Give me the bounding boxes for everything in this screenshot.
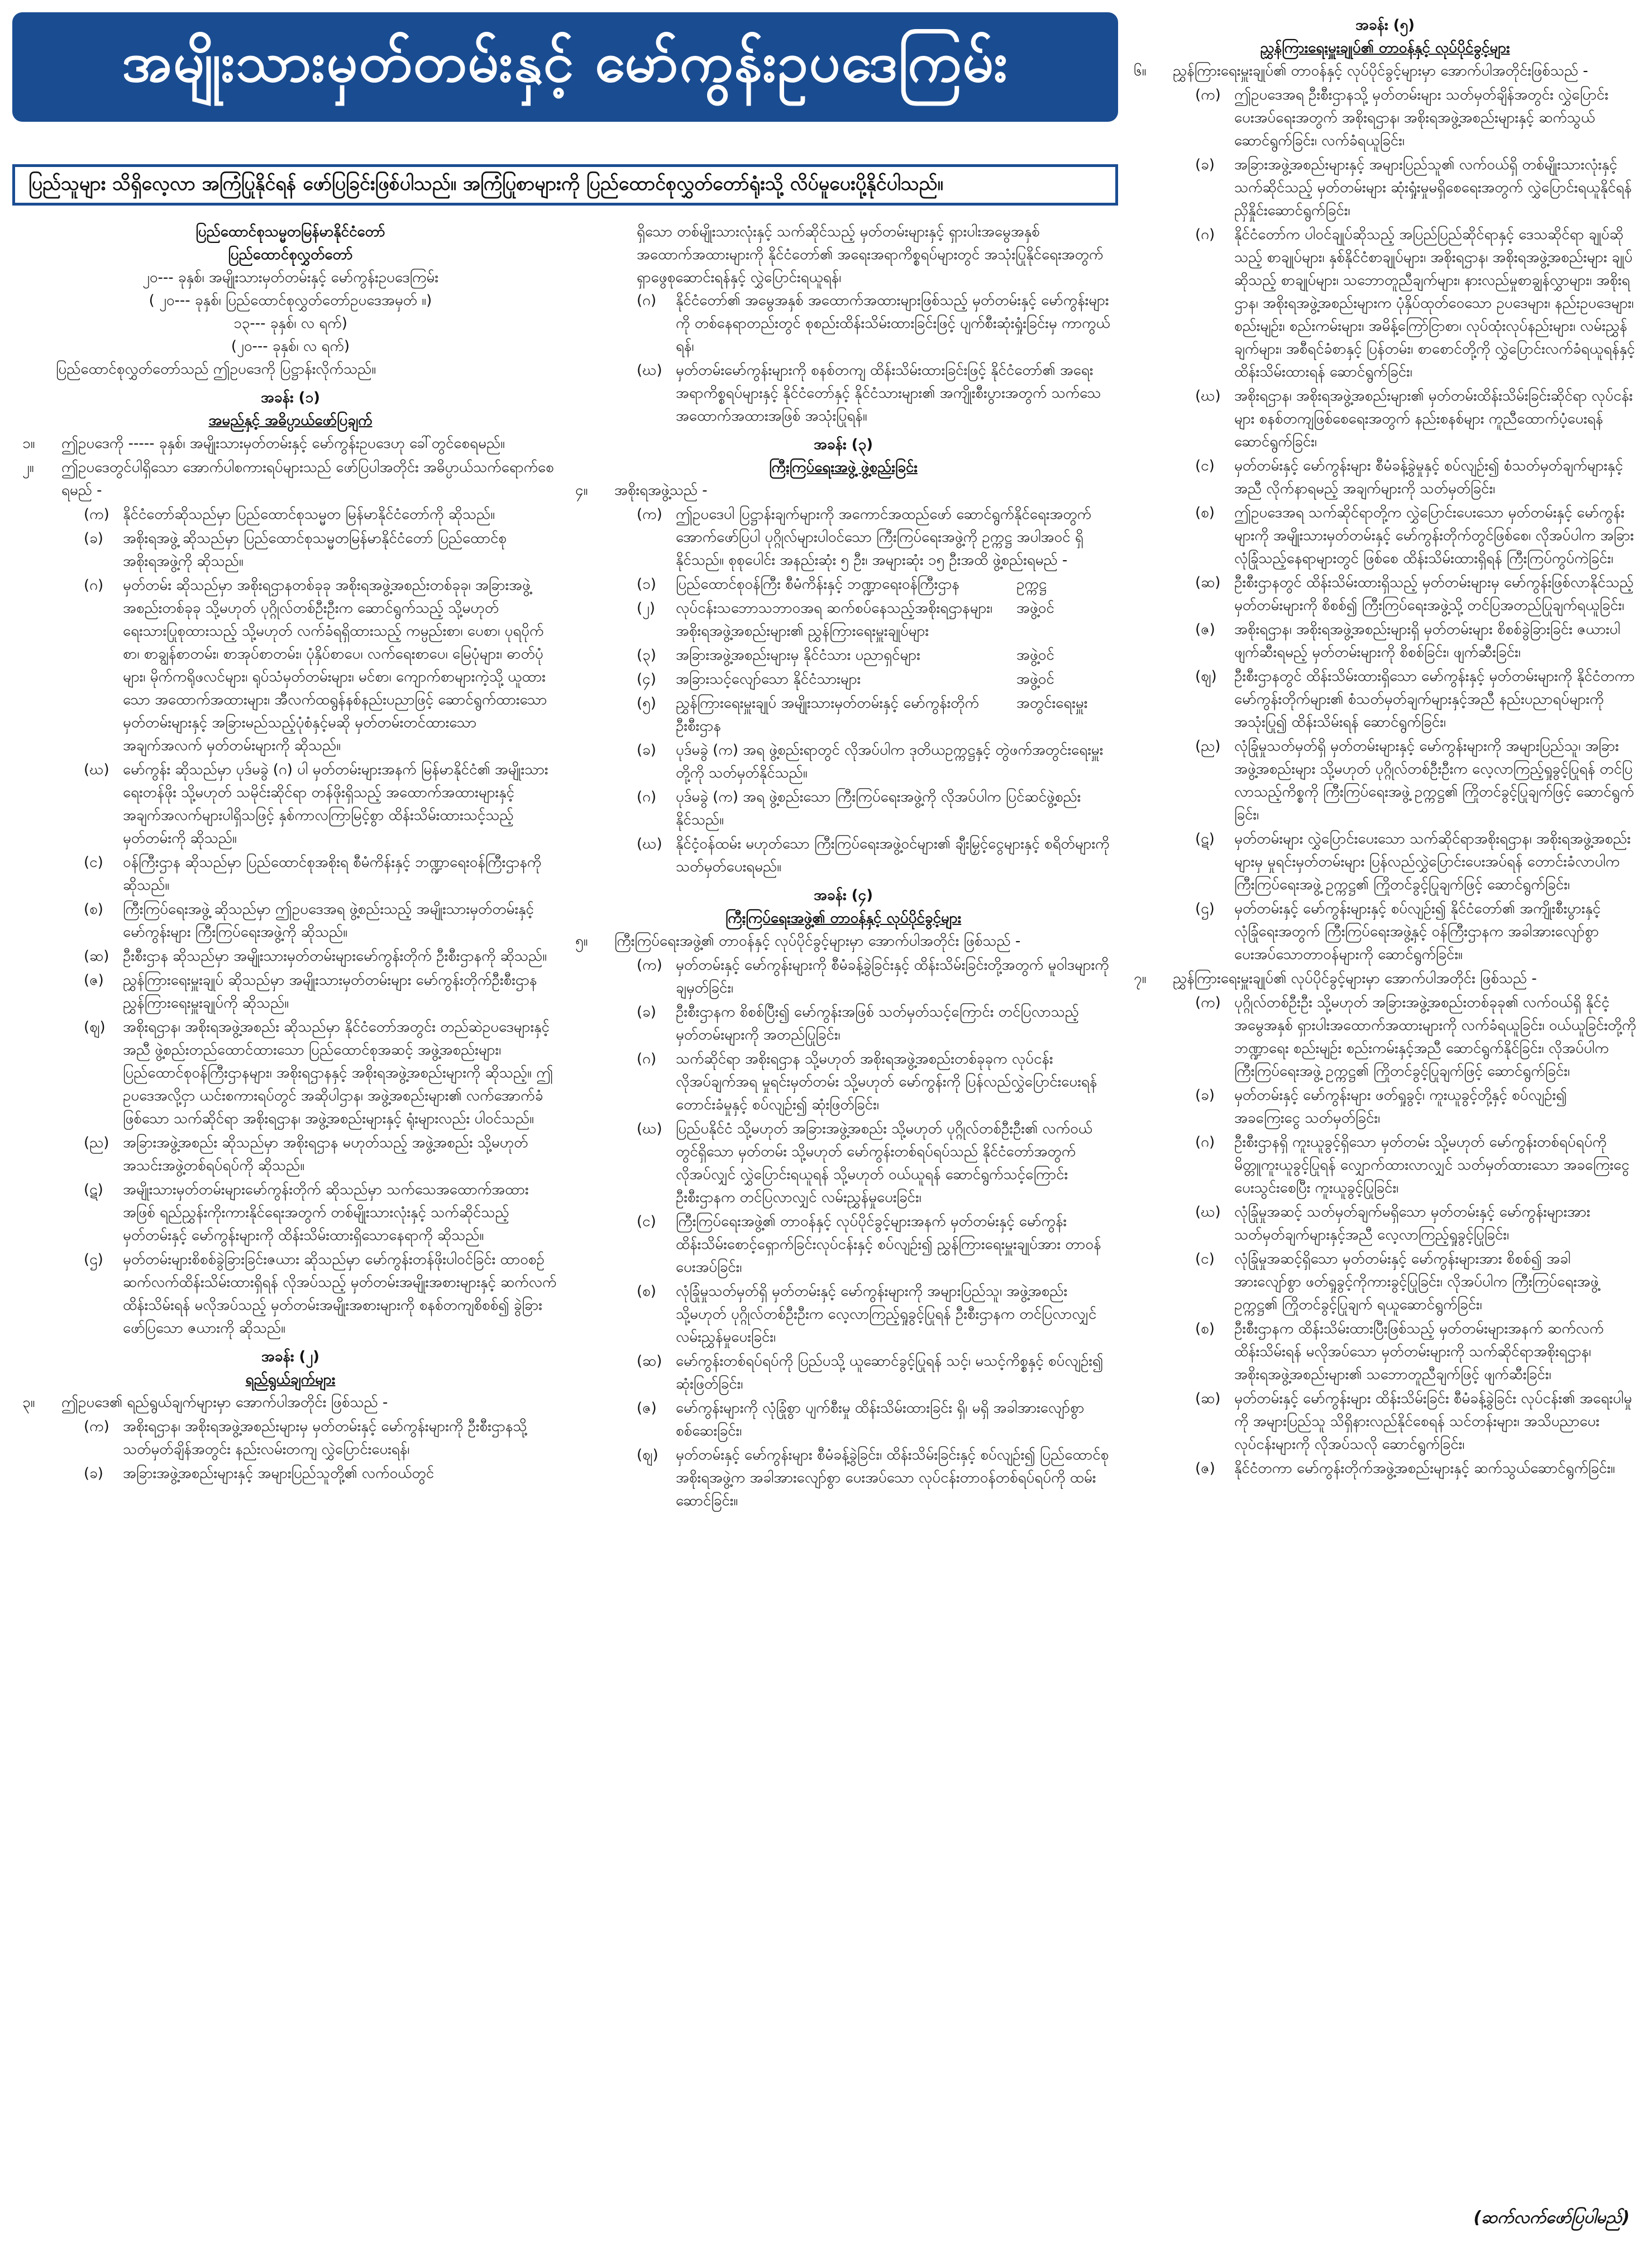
item-text: မော်ကွန်းတစ်ရပ်ရပ်ကို ပြည်ပသို့ ယူဆောင်ခွင့်ပြုရန် သင့်၊ မသင့်ကိစ္စနှင့် စပ်လျဉ်း၍ ဆုံးဖြတ်ခြင်း၊: [676, 1353, 1104, 1392]
list-item: [22, 1179, 558, 1247]
section-number: ၂။: [22, 459, 34, 476]
item-number: (ဃ): [84, 761, 109, 778]
list-item: [22, 574, 558, 757]
member-role: အတွင်းရေးမှူး: [1016, 695, 1088, 712]
item-number: (ည): [1195, 738, 1221, 755]
item-text: ပုဒ်မခွဲ (က) အရ ဖွဲ့စည်းသော ကြီးကြပ်ရေးအဖွဲ့ကို လိုအပ်ပါက ပြင်ဆင်ဖွဲ့စည်းနိုင်သည်။: [676, 789, 1081, 828]
item-number: (ဇ): [1195, 1460, 1215, 1477]
section-number: ၄။: [575, 482, 588, 499]
item-number: (ဆ): [1195, 1390, 1221, 1407]
list-item: [575, 692, 1111, 738]
item-text: မှတ်တမ်းမော်ကွန်းများကို စနစ်တကျ ထိန်းသိမ်းထားခြင်းဖြင့် နိုင်ငံတော်၏ အရေးအရာကိစ္စရပ်များနှင့် နိုင်ငံတော်နှင့် နိုင်ငံသားများ၏ အကျိုးစီးပွားအတွက် သက်သေအထောက်အထားအဖြစ် အသုံးပြုရန်။: [676, 362, 1101, 424]
item-text: ဦးစီးဌာနက စိစစ်ပြီး၍ မော်ကွန်းအဖြစ် သတ်မှတ်သင့်ကြောင်း တင်ပြလာသည့် မှတ်တမ်းများကို အတည်ပြုခြင်း၊: [676, 1004, 1079, 1043]
item-text: အခြားအဖွဲ့အစည်းများနှင့် အများပြည်သူတို့၏ လက်ဝယ်တွင်: [123, 1465, 435, 1482]
item-text: လုံခြုံမှုသတ်မှတ်ရှိ မှတ်တမ်းများနှင့် မော်ကွန်းများကို အများပြည်သူ၊ အခြားအဖွဲ့အစည်းများ သို့မဟုတ် ပုဂ္ဂိုလ်တစ်ဦးဦးက လေ့လာကြည့်ရှုခွင့်ပြုရန် တင်ပြလာသည့်ကိစ္စကို ကြီးကြပ်ရေးအဖွဲ့ ဥက္ကဋ္ဌ၏ ကြိုတင်ခွင့်ပြုချက်ဖြင့် ဆောင်ရွက်ခြင်း၊: [1234, 738, 1634, 823]
item-number: (ဂ): [1195, 1134, 1215, 1151]
item-text: နိုင်ငံ့ဝန်ထမ်း မဟုတ်သော ကြီးကြပ်ရေးအဖွဲ့ဝင်များ၏ ချီးမြှင့်ငွေများနှင့် စရိတ်များကို သတ်မှတ်ပေးရမည်။: [676, 836, 1110, 875]
item-text: မှတ်တမ်းနှင့် မော်ကွန်းများ စီမံခန့်ခွဲခြင်း၊ ထိန်းသိမ်းခြင်းနှင့် စပ်လျဉ်း၍ ပြည်ထောင်စုအစိုးရအဖွဲ့က အခါအားလျော်စွာ ပေးအပ်သော လုပ်ငန်းတာဝန်တစ်ရပ်ရပ်ကို ထမ်းဆောင်ခြင်း။: [676, 1447, 1109, 1509]
item-number: (င): [84, 854, 103, 871]
item-number: (စ): [1195, 1320, 1215, 1337]
director-powers-list: [1134, 991, 1636, 1480]
item-text: အမျိုးသားမှတ်တမ်းများမော်ကွန်းတိုက် ဆိုသည်မှာ သက်သေအထောက်အထားအဖြစ် ရည်ညွှန်းကိုးကားနိုင်ရေးအတွက် တစ်မျိုးသားလုံးနှင့် သက်ဆိုင်သည့် မှတ်တမ်းနှင့် မော်ကွန်းများကို ထိန်းသိမ်းထားရှိသောနေရာကို ဆိုသည်။: [123, 1181, 529, 1244]
committee-members-list: [575, 573, 1111, 738]
section-text: ညွှန်ကြားရေးမှူးချုပ်၏ တာဝန်နှင့် လုပ်ပိုင်ခွင့်များမှာ အောက်ပါအတိုင်းဖြစ်သည် -: [1173, 63, 1588, 79]
item-text: မှတ်တမ်းများစိစစ်ခွဲခြားခြင်းဇယား ဆိုသည်မှာ မော်ကွန်းတန်ဖိုးပါဝင်ခြင်း ထာဝစဉ် ဆက်လက်ထိန်းသိမ်းထားရှိရန် လိုအပ်သည့် မှတ်တမ်းအမျိုးအစားများနှင့် ဆက်လက်ထိန်းသိမ်းရန် မလိုအပ်သည့် မှတ်တမ်းအမျိုးအစားများကို စနစ်တကျစိစစ်၍ ခွဲခြားဖော်ပြသော ဇယားကို ဆိုသည်။: [123, 1251, 557, 1337]
list-item: [22, 527, 558, 573]
item-number: (ဂ): [1195, 226, 1215, 243]
list-item: [1134, 1084, 1636, 1130]
item-number: (ဃ): [1195, 388, 1221, 404]
section-text: ဤဥပဒေ၏ ရည်ရွယ်ချက်များမှာ အောက်ပါအတိုင်း ဖြစ်သည် -: [61, 1394, 388, 1411]
list-item: [575, 1048, 1111, 1117]
column-2: [575, 221, 1111, 1514]
item-number: (၅): [637, 695, 656, 712]
item-text: ဦးစီးဌာနရှိ ကူးယူခွင့်ရှိသော မှတ်တမ်း သို့မဟုတ် မော်ကွန်းတစ်ရပ်ရပ်ကို မိတ္တူကူးယူခွင့်ပြုရန် လျှောက်ထားလာလျှင် သတ်မှတ်ထားသော အခကြေးငွေ ပေးသွင်းစေပြီး ကူးယူခွင့်ပြုခြင်း၊: [1234, 1134, 1630, 1196]
item-text: အစိုးရဌာန၊ အစိုးရအဖွဲ့အစည်းများ၏ မှတ်တမ်းထိန်းသိမ်းခြင်းဆိုင်ရာ လုပ်ငန်းများ စနစ်တကျဖြစ်စေရေးအတွက် နည်းစနစ်များ ကူညီထောက်ပံ့ပေးရန် ဆောင်ရွက်ခြင်း၊: [1234, 388, 1633, 450]
preamble-line-6: (၂၀--- ခုနှစ်၊ လ ရက်): [231, 338, 350, 355]
list-item: [22, 1132, 558, 1177]
item-text: ပြည်ထောင်စုဝန်ကြီး စီမံကိန်းနှင့် ဘဏ္ဍာရေးဝန်ကြီးဌာန: [676, 576, 959, 593]
member-role: ဥက္ကဋ္ဌ: [1016, 576, 1047, 593]
definitions-list: [22, 503, 558, 1340]
list-item: [575, 1350, 1111, 1396]
chapter-4-title: အခန်း (၄): [814, 887, 873, 904]
notice-text: ပြည်သူများ သိရှိလေ့လာ အကြံပြုနိုင်ရန် ဖော်ပြခြင်းဖြစ်ပါသည်။ အကြံပြုစာများကို ပြည်ထောင်စုလွှတ်တော်ရုံးသို့ လိပ်မူပေးပို့နိုင်ပါသည်။: [28, 172, 943, 195]
list-item: [575, 1280, 1111, 1349]
preamble-line-7: ပြည်ထောင်စုလွှတ်တော်သည် ဤဥပဒေကို ပြဋ္ဌာန်းလိုက်သည်။: [56, 361, 376, 378]
section-number: ၃။: [22, 1394, 35, 1411]
list-item: [1134, 618, 1636, 664]
item-text: နိုင်ငံတော်ဆိုသည်မှာ ပြည်ထောင်စုသမ္မတ မြန်မာနိုင်ငံတော်ကို ဆိုသည်။: [123, 506, 495, 523]
item-text: အခြားအဖွဲ့အစည်းများမှ နိုင်ငံသား ပညာရှင်များ: [676, 647, 920, 664]
section-text: ညွှန်ကြားရေးမှူးချုပ်၏ လုပ်ပိုင်ခွင့်များမှာ အောက်ပါအတိုင်း ဖြစ်သည် -: [1173, 970, 1537, 987]
list-item: [1134, 1201, 1636, 1247]
objective-continued: ရှိသော တစ်မျိုးသားလုံးနှင့် သက်ဆိုင်သည့် မှတ်တမ်းများနှင့် ရှားပါးအမွေအနှစ် အထောက်အထားများကို နိုင်ငံတော်၏ အရေးအရာကိစ္စရပ်များတွင် အသုံးပြုနိုင်ရေးအတွက် ရှာဖွေစုဆောင်းရန်နှင့် လွှဲပြောင်းရယူရန်၊: [637, 223, 1104, 286]
chapter-5-subtitle: ညွှန်ကြားရေးမှူးချုပ်၏ တာဝန်နှင့် လုပ်ပိုင်ခွင့်များ: [1260, 40, 1510, 56]
list-item: [22, 1248, 558, 1340]
item-text: ပုဂ္ဂိုလ်တစ်ဦးဦး သို့မဟုတ် အခြားအဖွဲ့အစည်းတစ်ခုခု၏ လက်ဝယ်ရှိ နိုင်ငံ့အမွေအနှစ် ရှားပါးအထောက်အထားများကို လက်ခံရယူခြင်း၊ ဝယ်ယူခြင်းတို့ကို ဘဏ္ဍာရေး စည်းမျဉ်း စည်းကမ်းနှင့်အညီ ဆောင်ရွက်နိုင်ခြင်း၊ လိုအပ်ပါက ကြီးကြပ်ရေးအဖွဲ့ ဥက္ကဋ္ဌ၏ ကြိုတင်ခွင့်ပြုချက်ဖြင့် ဆောင်ရွက်ခြင်း၊: [1234, 994, 1636, 1080]
item-text: ဤဥပဒေအရ ဦးစီးဌာနသို့ မှတ်တမ်းများ သတ်မှတ်ချိန်အတွင်း လွှဲပြောင်းပေးအပ်ရေးအတွက် အစိုးရဌာန၊ အစိုးရအဖွဲ့အစည်းများနှင့် ဆက်သွယ်ဆောင်ရွက်ခြင်း၊ လက်ခံရယူခြင်း၊: [1234, 87, 1608, 149]
item-number: (ဈ): [637, 1447, 658, 1463]
item-number: (ဈ): [84, 1019, 106, 1036]
item-number: (ဋ): [84, 1181, 103, 1198]
list-item: [575, 833, 1111, 879]
chapter-1-title: အခန်း (၁): [261, 389, 320, 406]
list-item: [575, 1118, 1111, 1209]
item-number: (ခ): [84, 530, 103, 547]
list-item: [1134, 571, 1636, 617]
item-number: (ဃ): [637, 1120, 662, 1137]
list-item: [1134, 1457, 1636, 1480]
preamble-line-5: ၁၃--- ခုနှစ်၊ လ ရက်): [233, 315, 347, 332]
item-text: အစိုးရဌာန၊ အစိုးရအဖွဲ့အစည်းများရှိ မှတ်တမ်းများ စိစစ်ခွဲခြားခြင်း ဇယားပါ ဖျက်ဆီးရမည့် မှတ်တမ်းများကို စိစစ်ခြင်း၊ ဖျက်ဆီးခြင်း၊: [1234, 621, 1621, 661]
list-item: [575, 1001, 1111, 1047]
item-text: အစိုးရဌာန၊ အစိုးရအဖွဲ့အစည်းများမှ မှတ်တမ်းနှင့် မော်ကွန်းများကို ဦးစီးဌာနသို့ သတ်မှတ်ချိန်အတွင်း နည်းလမ်းတကျ လွှဲပြောင်းပေးရန်၊: [123, 1418, 527, 1458]
item-text: ဤဥပဒေအရ သက်ဆိုင်ရာတို့က လွှဲပြောင်းပေးသော မှတ်တမ်းနှင့် မော်ကွန်းများကို အမျိုးသားမှတ်တမ်းနှင့် မော်ကွန်းတိုက်တွင်ဖြစ်စေ၊ လိုအပ်ပါက အခြားလုံခြုံသည့်နေရာများတွင် ဖြစ်စေ ထိန်းသိမ်းထားရှိရန် ကြီးကြပ်ကွပ်ကဲခြင်း၊: [1234, 504, 1634, 567]
section-number: ၆။: [1134, 63, 1147, 79]
chapter-4-subtitle: ကြီးကြပ်ရေးအဖွဲ့၏ တာဝန်နှင့် လုပ်ပိုင်ခွင့်များ: [725, 910, 962, 927]
section-text: ဤဥပဒေတွင်ပါရှိသော အောက်ပါစကားရပ်များသည် ဖော်ပြပါအတိုင်း အဓိပ္ပာယ်သက်ရောက်စေရမည် -: [61, 459, 554, 499]
item-number: (င): [1195, 457, 1215, 474]
item-text: မော်ကွန်းများကို လုံခြုံစွာ ပျက်စီးမှု ထိန်းသိမ်းထားခြင်း ရှိ၊ မရှိ အခါအားလျော်စွာ စစ်ဆေးခြင်း၊: [676, 1400, 1085, 1439]
list-item: [575, 786, 1111, 832]
member-role: အဖွဲ့ဝင်: [1016, 647, 1054, 664]
item-text: ညွှန်ကြားရေးမှူးချုပ် ဆိုသည်မှာ အမျိုးသားမှတ်တမ်းများ မော်ကွန်းတိုက်ဦးစီးဌာန ညွှန်ကြားရေးမှူးချုပ်ကို ဆိုသည်။: [123, 972, 537, 1012]
column-1: [22, 221, 558, 1486]
item-text: ဤဥပဒေပါ ပြဋ္ဌာန်းချက်များကို အကောင်အထည်ဖော် ဆောင်ရွက်နိုင်ရေးအတွက် အောက်ဖော်ပြပါ ပုဂ္ဂိုလ်များပါဝင်သော ကြီးကြပ်ရေးအဖွဲ့ကို ဥက္ကဋ္ဌ အပါအဝင် ရှိနိုင်သည်။ စုစုပေါင်း အနည်းဆုံး ၅ ဦး၊ အများဆုံး ၁၅ ဦးအထိ ဖွဲ့စည်းရမည် -: [676, 506, 1092, 569]
headline-title: အမျိုးသားမှတ်တမ်းနှင့် မော်ကွန်းဥပဒေကြမ်း: [121, 30, 1009, 94]
list-item: [1134, 385, 1636, 454]
section-text: အစိုးရအဖွဲ့သည် -: [614, 482, 708, 499]
item-text: ညွှန်ကြားရေးမှူးချုပ် အမျိုးသားမှတ်တမ်းနှင့် မော်ကွန်းတိုက်ဦးစီးဌာန: [676, 695, 979, 734]
list-item: [1134, 1318, 1636, 1386]
committee-duties-list: [575, 954, 1111, 1513]
chapter-5-title: အခန်း (၅): [1355, 17, 1415, 34]
item-number: (ဆ): [637, 1353, 662, 1370]
chapter-2-title: အခန်း (၂): [261, 1348, 320, 1365]
item-text: မှတ်တမ်းနှင့် မော်ကွန်းများကို စီမံခန့်ခွဲခြင်းနှင့် ထိန်းသိမ်းခြင်းတို့အတွက် မူဝါဒများကို ချမှတ်ခြင်း၊: [676, 957, 1109, 996]
chapter-3-title: အခန်း (၃): [814, 436, 873, 453]
column-3: [1134, 14, 1636, 1481]
item-number: (က): [1195, 994, 1221, 1011]
item-text: နိုင်ငံတော်က ပါဝင်ချုပ်ဆိုသည့် အပြည်ပြည်ဆိုင်ရာနှင့် ဒေသဆိုင်ရာ ချုပ်ဆိုသည့် စာချုပ်များ၊ နှစ်နိုင်ငံစာချုပ်များ၊ အစိုးရဌာန၊ အစိုးရအဖွဲ့အစည်းများ ချုပ်ဆိုသည့် စာချုပ်များ၊ သဘောတူညီချက်များ၊ နားလည်မှုစာချွန်လွှာများ၊ အစိုးရဌာန၊ အစိုးရအဖွဲ့အစည်းများက ပုံနှိပ်ထုတ်ဝေသော ဥပဒေများ၊ နည်းဥပဒေများ၊ စည်းမျဉ်း၊ စည်းကမ်းများ၊ အမိန့်ကြော်ငြာစာ၊ လုပ်ထုံးလုပ်နည်းများ၊ လမ်းညွှန်ချက်များ၊ အစီရင်ခံစာနှင့် ပြန်တမ်း၊ စာစောင်တို့ကို လွှဲပြောင်းလက်ခံရယူရန်နှင့် ထိန်းသိမ်းထားရန် ဆောင်ရွက်ခြင်း၊: [1234, 226, 1635, 380]
item-number: (ဌ): [1195, 900, 1215, 917]
item-number: (ဇ): [637, 1400, 657, 1416]
item-number: (ဃ): [1195, 1204, 1221, 1220]
item-number: (င): [637, 1213, 656, 1230]
item-number: (ဌ): [84, 1251, 103, 1268]
list-item: [575, 1397, 1111, 1443]
member-role: အဖွဲ့ဝင်: [1016, 600, 1054, 617]
section-text: ဤဥပဒေကို ----- ခုနှစ်၊ အမျိုးသားမှတ်တမ်းနှင့် မော်ကွန်းဥပဒေဟု ခေါ်တွင်စေရမည်။: [61, 435, 505, 452]
item-text: အခြားအဖွဲ့အစည်း ဆိုသည်မှာ အစိုးရဌာန မဟုတ်သည့် အဖွဲ့အစည်း သို့မဟုတ် အသင်းအဖွဲ့တစ်ရပ်ရပ်ကို ဆိုသည်။: [123, 1134, 528, 1174]
item-number: (၄): [637, 671, 656, 688]
item-text: မှတ်တမ်းနှင့် မော်ကွန်းများနှင့် စပ်လျဉ်း၍ နိုင်ငံတော်၏ အကျိုးစီးပွားနှင့် လုံခြုံရေးအတွက် ကြီးကြပ်ရေးအဖွဲ့နှင့် ဝန်ကြီးဌာနက အခါအားလျော်စွာ ပေးအပ်သောတာဝန်များကို ဆောင်ရွက်ခြင်း။: [1234, 900, 1601, 963]
item-text: ကြီးကြပ်ရေးအဖွဲ့၏ တာဝန်နှင့် လုပ်ပိုင်ခွင့်များအနက် မှတ်တမ်းနှင့် မော်ကွန်း ထိန်းသိမ်းစောင့်ရှောက်ခြင်းလုပ်ငန်းနှင့် စပ်လျဉ်း၍ ညွှန်ကြားရေးမှူးချုပ်အား တာဝန်ပေးအပ်ခြင်း၊: [676, 1213, 1101, 1276]
item-number: (ဂ): [637, 292, 657, 309]
list-item: [22, 1462, 558, 1485]
item-number: (စ): [1195, 504, 1215, 521]
item-text: သက်ဆိုင်ရာ အစိုးရဌာန သို့မဟုတ် အစိုးရအဖွဲ့အစည်းတစ်ခုခုက လုပ်ငန်းလိုအပ်ချက်အရ မှုရင်းမှတ်တမ်း သို့မဟုတ် မော်ကွန်းကို ပြန်လည်လွှဲပြောင်းပေးရန် တောင်းခံမှုနှင့် စပ်လျဉ်း၍ ဆုံးဖြတ်ခြင်း၊: [676, 1051, 1097, 1113]
chapter-3-subtitle: ကြီးကြပ်ရေးအဖွဲ့ ဖွဲ့စည်းခြင်း: [769, 459, 918, 476]
section-4-a: [575, 503, 1111, 572]
item-number: (က): [84, 1418, 109, 1435]
item-text: နိုင်ငံတော်၏ အမွေအနှစ် အထောက်အထားများဖြစ်သည့် မှတ်တမ်းနှင့် မော်ကွန်းများကို တစ်နေရာတည်းတွင် စုစည်းထိန်းသိမ်းထားခြင်းဖြင့် ပျက်စီးဆုံးရှုံးခြင်းမှ ကာကွယ်ရန်၊: [676, 292, 1110, 355]
item-number: (ဃ): [637, 362, 662, 379]
list-item: [1134, 502, 1636, 570]
list-item: [575, 739, 1111, 785]
section-number: ၁။: [22, 435, 35, 452]
item-number: (ဈ): [1195, 668, 1217, 685]
preamble-line-4: ( ၂၀--- ခုနှစ်၊ ပြည်ထောင်စုလွှတ်တော်ဥပဒေအမှတ် ။): [149, 292, 432, 309]
item-number: (ဆ): [84, 948, 109, 965]
list-item: [1134, 223, 1636, 384]
item-number: (ခ): [1195, 156, 1215, 173]
item-number: (စ): [637, 1283, 656, 1300]
list-item: [22, 969, 558, 1015]
item-number: (၂): [637, 600, 656, 617]
member-role: အဖွဲ့ဝင်: [1016, 671, 1054, 688]
list-item: [575, 359, 1111, 428]
item-text: လုံခြုံမှုအဆင့်ရှိသော မှတ်တမ်းနှင့် မော်ကွန်းများအား စိစစ်၍ အခါအားလျော်စွာ ဖတ်ရှုခွင့်ကိုကားခွင့်ပြုခြင်း၊ လိုအပ်ပါက ကြီးကြပ်ရေးအဖွဲ့ ဥက္ကဋ္ဌ၏ ကြိုတင်ခွင့်ပြုချက် ရယူဆောင်ရွက်ခြင်း၊: [1234, 1251, 1599, 1313]
item-number: (ဋ): [1195, 831, 1215, 847]
item-number: (ဃ): [637, 836, 662, 852]
list-item: [575, 644, 1111, 667]
section-7: [1134, 967, 1636, 990]
item-text: မော်ကွန်း ဆိုသည်မှာ ပုဒ်မခွဲ (ဂ) ပါ မှတ်တမ်းများအနက် မြန်မာနိုင်ငံ၏ အမျိုးသားရေးတန်ဖိုး သို့မဟုတ် သမိုင်းဆိုင်ရာ တန်ဖိုးရှိသည့် အထောက်အထားများနှင့် အချက်အလက်များပါရှိသဖြင့် နှစ်ကာလကြာမြင့်စွာ ထိန်းသိမ်းထားသင့်သည့် မှတ်တမ်းကို ဆိုသည်။: [123, 761, 548, 847]
item-number: (က): [637, 506, 662, 523]
preamble-line-3: ၂၀--- ခုနှစ်၊ အမျိုးသားမှတ်တမ်းနှင့် မော်ကွန်းဥပဒေကြမ်း: [142, 269, 438, 286]
item-number: (င): [1195, 1251, 1215, 1267]
item-number: (၁): [637, 576, 656, 593]
item-text: မှတ်တမ်းများ လွှဲပြောင်းပေးသော သက်ဆိုင်ရာအစိုးရဌာန၊ အစိုးရအဖွဲ့အစည်းများမှ မှုရင်းမှတ်တမ်းများ ပြန်လည်လွှဲပြောင်းပေးအပ်ရန် တောင်းခံလာပါက ကြီးကြပ်ရေးအဖွဲ့ ဥက္ကဋ္ဌ၏ ကြိုတင်ခွင့်ပြုချက်ဖြင့် ဆောင်ရွက်ခြင်း၊: [1234, 831, 1631, 893]
item-text: လုံခြုံမှုသတ်မှတ်ရှိ မှတ်တမ်းနှင့် မော်ကွန်းများကို အများပြည်သူ၊ အဖွဲ့အစည်း သို့မဟုတ် ပုဂ္ဂိုလ်တစ်ဦးဦးက လေ့လာကြည့်ရှုခွင့်ပြုရန် ဦးစီးဌာနက တင်ပြလာလျှင် လမ်းညွှန်မှုပေးခြင်း၊: [676, 1283, 1097, 1346]
list-item: [575, 668, 1111, 691]
list-item: [1134, 898, 1636, 966]
item-text: ဝန်ကြီးဌာန ဆိုသည်မှာ ပြည်ထောင်စုအစိုးရ စီမံကိန်းနှင့် ဘဏ္ဍာရေးဝန်ကြီးဌာနကို ဆိုသည်။: [123, 854, 542, 894]
preamble-line-1: ပြည်ထောင်စုသမ္မတမြန်မာနိုင်ငံတော်: [195, 223, 385, 240]
item-number: (က): [1195, 87, 1221, 103]
item-number: (ဂ): [637, 1051, 657, 1067]
list-item: [1134, 154, 1636, 222]
list-item: [1134, 455, 1636, 500]
list-item: [1134, 665, 1636, 734]
list-item: [22, 1016, 558, 1130]
continued-note: (ဆက်လက်ဖော်ပြပါမည်): [1473, 2208, 1630, 2227]
item-number: (ဂ): [84, 577, 104, 594]
chapter-2-subtitle: ရည်ရွယ်ချက်များ: [245, 1371, 336, 1388]
item-text: လုံခြုံမှုအဆင့် သတ်မှတ်ချက်မရှိသော မှတ်တမ်းနှင့် မော်ကွန်းများအား သတ်မှတ်ချက်များနှင့်အညီ လေ့လာကြည့်ရှုခွင့်ပြုခြင်း၊: [1234, 1204, 1591, 1243]
list-item: [1134, 1248, 1636, 1316]
list-item: [1134, 991, 1636, 1083]
list-item: [22, 945, 558, 968]
list-item: [1134, 1131, 1636, 1200]
list-item: [22, 898, 558, 944]
list-item: [1134, 1387, 1636, 1456]
chapter-1-subtitle: အမည်နှင့် အဓိပ္ပာယ်ဖော်ပြချက်: [208, 412, 373, 429]
item-number: (ည): [84, 1134, 109, 1151]
item-text: အခြားသင့်လျော်သော နိုင်ငံသားများ: [676, 671, 861, 688]
item-text: ပြည်ပနိုင်ငံ သို့မဟုတ် အခြားအဖွဲ့အစည်း သို့မဟုတ် ပုဂ္ဂိုလ်တစ်ဦးဦး၏ လက်ဝယ်တွင်ရှိသော မှတ်တမ်း သို့မဟုတ် မော်ကွန်းတစ်ရပ်ရပ်သည် နိုင်ငံတော်အတွက် လိုအပ်လျှင် လွှဲပြောင်းရယူရန် သို့မဟုတ် ဝယ်ယူရန် ဆောင်ရွက်သင့်ကြောင်း ဦးစီးဌာနက တင်ပြလာလျှင် လမ်းညွှန်မှုပေးခြင်း၊: [676, 1120, 1092, 1206]
section-text: ကြီးကြပ်ရေးအဖွဲ့၏ တာဝန်နှင့် လုပ်ပိုင်ခွင့်များမှာ အောက်ပါအတိုင်း ဖြစ်သည် -: [614, 933, 1021, 950]
section-number: ၅။: [575, 933, 588, 950]
item-text: ဦးစီးဌာန ဆိုသည်မှာ အမျိုးသားမှတ်တမ်းများမော်ကွန်းတိုက် ဦးစီးဌာနကို ဆိုသည်။: [123, 948, 547, 965]
item-text: မှတ်တမ်းနှင့် မော်ကွန်းများ ထိန်းသိမ်းခြင်း စီမံခန့်ခွဲခြင်း လုပ်ငန်း၏ အရေးပါမှုကို အများပြည်သူ သိရှိနားလည်နိုင်စေရန် သင်တန်းများ၊ အသိပညာပေးလုပ်ငန်းများကို လိုအပ်သလို ဆောင်ရွက်ခြင်း၊: [1234, 1390, 1632, 1453]
section-1: [22, 432, 558, 455]
item-number: (ခ): [1195, 1087, 1215, 1104]
list-item: [575, 1444, 1111, 1513]
item-text: ကြီးကြပ်ရေးအဖွဲ့ ဆိုသည်မှာ ဤဥပဒေအရ ဖွဲ့စည်းသည့် အမျိုးသားမှတ်တမ်းနှင့် မော်ကွန်းများ ကြီးကြပ်ရေးအဖွဲ့ကို ဆိုသည်။: [123, 901, 534, 941]
section-2: [22, 456, 558, 502]
objectives-list-b: [575, 289, 1111, 428]
item-number: (ခ): [84, 1465, 103, 1482]
item-text: အစိုးရဌာန၊ အစိုးရအဖွဲ့အစည်း ဆိုသည်မှာ နိုင်ငံတော်အတွင်း တည်ဆဲဥပဒေများနှင့်အညီ ဖွဲ့စည်းတည်ထောင်ထားသော ပြည်ထောင်စုအဆင့် အဖွဲ့အစည်းများ၊ ပြည်ထောင်စုဝန်ကြီးဌာနများ၊ အစိုးရဌာနနှင့် အစိုးရအဖွဲ့အစည်းများကို ဆိုသည့်။ ဤဥပဒေအလို့ငှာ ယင်းစကားရပ်တွင် အဆိုပါဌာန၊ အဖွဲ့အစည်းများ၏ လက်အောက်ခံဖြစ်သော သက်ဆိုင်ရာ အစိုးရဌာန၊ အဖွဲ့အစည်းများနှင့် ရုံးများလည်း ပါဝင်သည်။: [123, 1019, 553, 1127]
preamble-line-2: ပြည်ထောင်စုလွှတ်တော်: [228, 246, 353, 263]
list-item: [575, 597, 1111, 643]
item-text: မှတ်တမ်းနှင့် မော်ကွန်းများ ဖတ်ရှုခွင့်၊ ကူးယူခွင့်တို့နှင့် စပ်လျဉ်း၍ အခကြေးငွေ သတ်မှတ်ခြင်း၊: [1234, 1087, 1567, 1127]
item-text: ဦးစီးဌာနတွင် ထိန်းသိမ်းထားရှိသော မော်ကွန်းနှင့် မှတ်တမ်းများကို နိုင်ငံတကာမော်ကွန်းတိုက်များ၏ စံသတ်မှတ်ချက်များနှင့်အညီ နည်းပညာရပ်များကို အသုံးပြု၍ ထိန်းသိမ်းရန် ဆောင်ရွက်ခြင်း၊: [1234, 668, 1635, 731]
list-item: [1134, 828, 1636, 896]
committee-items-list: [575, 739, 1111, 879]
item-text: မှတ်တမ်း ဆိုသည်မှာ အစိုးရဌာနတစ်ခုခု အစိုးရအဖွဲ့အစည်းတစ်ခုခု၊ အခြားအဖွဲ့အစည်းတစ်ခုခု သို့မဟုတ် ပုဂ္ဂိုလ်တစ်ဦးဦးက ဆောင်ရွက်သည့် သို့မဟုတ် ရေးသားပြုစုထားသည့် သို့မဟုတ် လက်ခံရရှိထားသည့် ကမ္ပည်းစာ၊ ပေစာ၊ ပုရပိုက်စာ၊ စာချွန်စာတမ်း၊ စာအုပ်စာတမ်း၊ ပုံနှိပ်စာပေ၊ လက်ရေးစာပေ၊ မြေပုံများ၊ ဓာတ်ပုံများ၊ မိုက်ကရိုဖလင်များ၊ ရုပ်သံမှတ်တမ်းများ၊ မင်စာ၊ ကျောက်စာများကဲ့သို့ ယူထားသော အထောက်အထားများ၊ အီလက်ထရွန်နစ်နည်းပညာဖြင့် ဆောင်ရွက်ထားသော မှတ်တမ်းများနှင့် အခြားမည်သည့်ပုံစံနှင့်မဆို မှတ်တမ်းတင်ထားသော အချက်အလက် မှတ်တမ်းများကို ဆိုသည်။: [123, 577, 547, 754]
item-number: (ခ): [637, 1004, 656, 1020]
item-text: နိုင်ငံတကာ မော်ကွန်းတိုက်အဖွဲ့အစည်းများနှင့် ဆက်သွယ်ဆောင်ရွက်ခြင်း။: [1234, 1460, 1615, 1477]
list-item: [575, 1210, 1111, 1279]
item-number: (ခ): [637, 742, 656, 758]
list-item: [1134, 84, 1636, 152]
list-item: [22, 503, 558, 526]
item-text: ပုဒ်မခွဲ (က) အရ ဖွဲ့စည်းရာတွင် လိုအပ်ပါက ဒုတိယဥက္ကဋ္ဌနှင့် တွဲဖက်အတွင်းရေးမှူးတို့ကို သတ်မှတ်နိုင်သည်။: [676, 742, 1104, 781]
item-number: (၃): [637, 647, 656, 664]
item-number: (က): [637, 957, 662, 974]
headline-banner: [12, 12, 1118, 122]
item-number: (ဆ): [1195, 574, 1221, 591]
item-text: အစိုးရအဖွဲ့ ဆိုသည်မှာ ပြည်ထောင်စုသမ္မတမြန်မာနိုင်ငံတော် ပြည်ထောင်စုအစိုးရအဖွဲ့ကို ဆိုသည်။: [123, 530, 507, 570]
item-text: လုပ်ငန်းသဘောသဘာဝအရ ဆက်စပ်နေသည့်အစိုးရဌာနများ၊ အစိုးရအဖွဲ့အစည်းများ၏ ညွှန်ကြားရေးမှူးချုပ်များ: [676, 600, 993, 640]
item-number: (က): [84, 506, 109, 523]
director-duties-list: [1134, 84, 1636, 966]
list-item: [575, 573, 1111, 596]
section-4: [575, 479, 1111, 502]
list-item: [22, 1415, 558, 1461]
list-item: [575, 954, 1111, 1000]
objectives-list-a: [22, 1415, 558, 1485]
item-number: (ဂ): [637, 789, 657, 805]
list-item: [575, 289, 1111, 358]
section-6: [1134, 60, 1636, 83]
section-number: ၇။: [1134, 970, 1147, 987]
item-number: (စ): [84, 901, 103, 918]
notice-banner: [12, 164, 1118, 206]
list-item: [22, 758, 558, 850]
section-3: [22, 1391, 558, 1414]
item-number: (ဇ): [1195, 621, 1215, 638]
list-item: [22, 851, 558, 897]
list-item: [1134, 735, 1636, 827]
item-text: အခြားအဖွဲ့အစည်းများနှင့် အများပြည်သူ၏ လက်ဝယ်ရှိ တစ်မျိုးသားလုံးနှင့် သက်ဆိုင်သည့် မှတ်တမ်းများ ဆုံးရှုံးမှုမရှိစေရေးအတွက် လွှဲပြောင်းရယူနိုင်ရန် ညှိနှိုင်းဆောင်ရွက်ခြင်း၊: [1234, 156, 1632, 219]
item-number: (ဇ): [84, 972, 104, 989]
item-text: မှတ်တမ်းနှင့် မော်ကွန်းများ စီမံခန့်ခွဲမှုနှင့် စပ်လျဉ်း၍ စံသတ်မှတ်ချက်များနှင့်အညီ လိုက်နာရမည့် အချက်များကို သတ်မှတ်ခြင်း၊: [1234, 457, 1624, 497]
item-text: ဦးစီးဌာနက ထိန်းသိမ်းထားပြီးဖြစ်သည့် မှတ်တမ်းများအနက် ဆက်လက်ထိန်းသိမ်းရန် မလိုအပ်သော မှတ်တမ်းများကို သက်ဆိုင်ရာအစိုးရဌာန၊ အစိုးရအဖွဲ့အစည်းများ၏ သဘောတူညီချက်ဖြင့် ဖျက်ဆီးခြင်း၊: [1234, 1320, 1604, 1383]
section-5: [575, 930, 1111, 953]
item-text: ဦးစီးဌာနတွင် ထိန်းသိမ်းထားရှိသည့် မှတ်တမ်းများမှ မော်ကွန်းဖြစ်လာနိုင်သည့် မှတ်တမ်းများကို စိစစ်၍ ကြီးကြပ်ရေးအဖွဲ့သို့ တင်ပြအတည်ပြုချက်ရယူခြင်း၊: [1234, 574, 1634, 614]
